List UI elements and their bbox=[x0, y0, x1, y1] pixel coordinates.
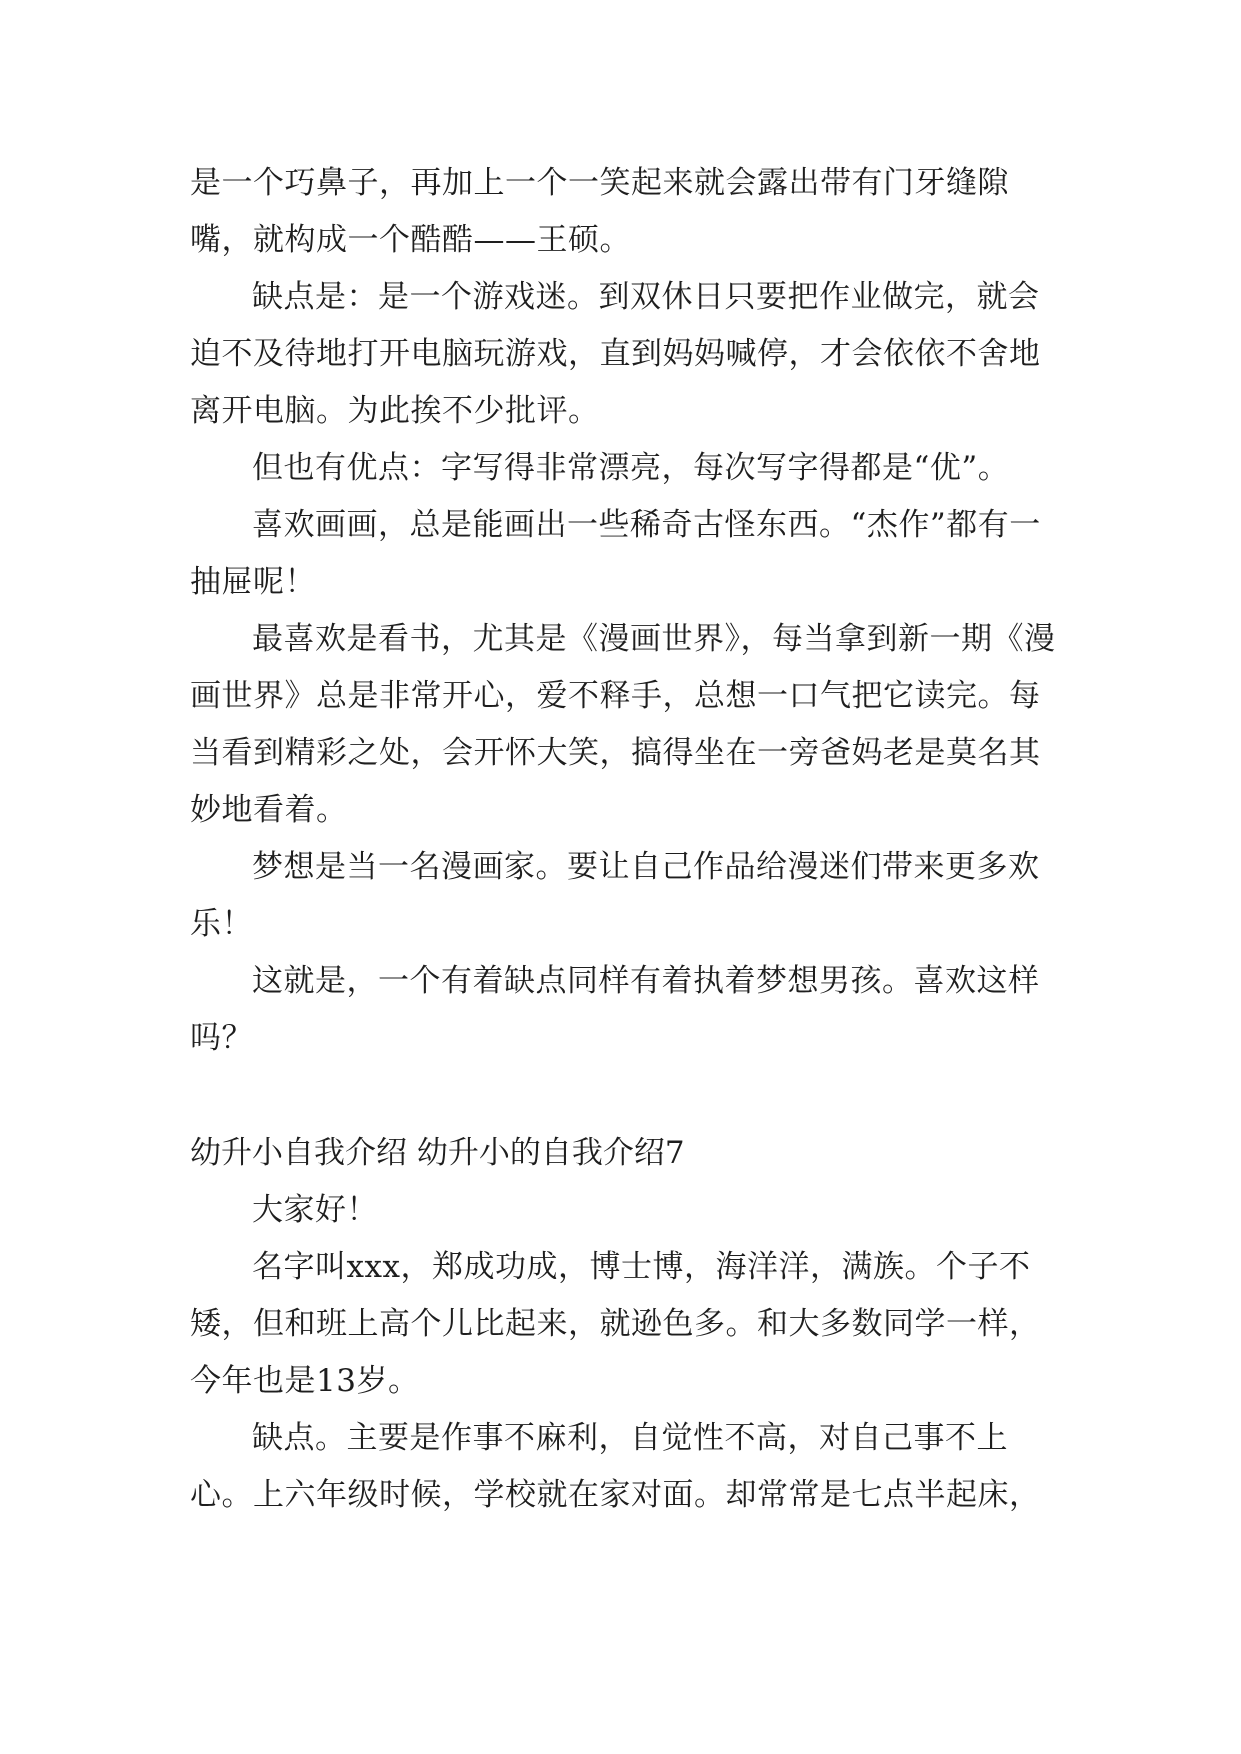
paragraph: 名字叫xxx，郑成功成，博士博，海洋洋，满族。个子不矮，但和班上高个儿比起来，就逊色多。和大多数同学一样，今年也是13岁。 bbox=[190, 1249, 1041, 1399]
paragraph: 最喜欢是看书，尤其是《漫画世界》，每当拿到新一期《漫画世界》总是非常开心，爱不释手，总想一口气把它读完。每当看到精彩之处，会开怀大笑，搞得坐在一旁爸妈老是莫名其妙地看着。 bbox=[190, 621, 1056, 828]
paragraph: 缺点是：是一个游戏迷。到双休日只要把作业做完，就会迫不及待地打开电脑玩游戏，直到妈妈喊停，才会依依不舍地离开电脑。为此挨不少批评。 bbox=[190, 279, 1041, 429]
paragraph: 大家好！ bbox=[252, 1192, 378, 1228]
paragraph: 梦想是当一名漫画家。要让自己作品给漫迷们带来更多欢乐！ bbox=[190, 849, 1040, 942]
paragraph: 但也有优点：字写得非常漂亮，每次写字得都是“优”。 bbox=[252, 450, 1010, 486]
section-spacer bbox=[190, 1067, 1060, 1125]
section-heading: 幼升小自我介绍 幼升小的自我介绍7 bbox=[190, 1135, 685, 1171]
paragraph: 这就是，一个有着缺点同样有着执着梦想男孩。喜欢这样吗？ bbox=[190, 963, 1040, 1056]
paragraph: 喜欢画画，总是能画出一些稀奇古怪东西。“杰作”都有一抽屉呢！ bbox=[190, 507, 1041, 600]
paragraph: 缺点。主要是作事不麻利，自觉性不高，对自己事不上心。上六年级时候，学校就在家对面。却常常是七点半起床， bbox=[190, 1420, 1041, 1513]
document-body bbox=[190, 155, 1060, 1524]
paragraph: 是一个巧鼻子，再加上一个一笑起来就会露出带有门牙缝隙嘴，就构成一个酷酷——王硕。 bbox=[190, 165, 1009, 258]
